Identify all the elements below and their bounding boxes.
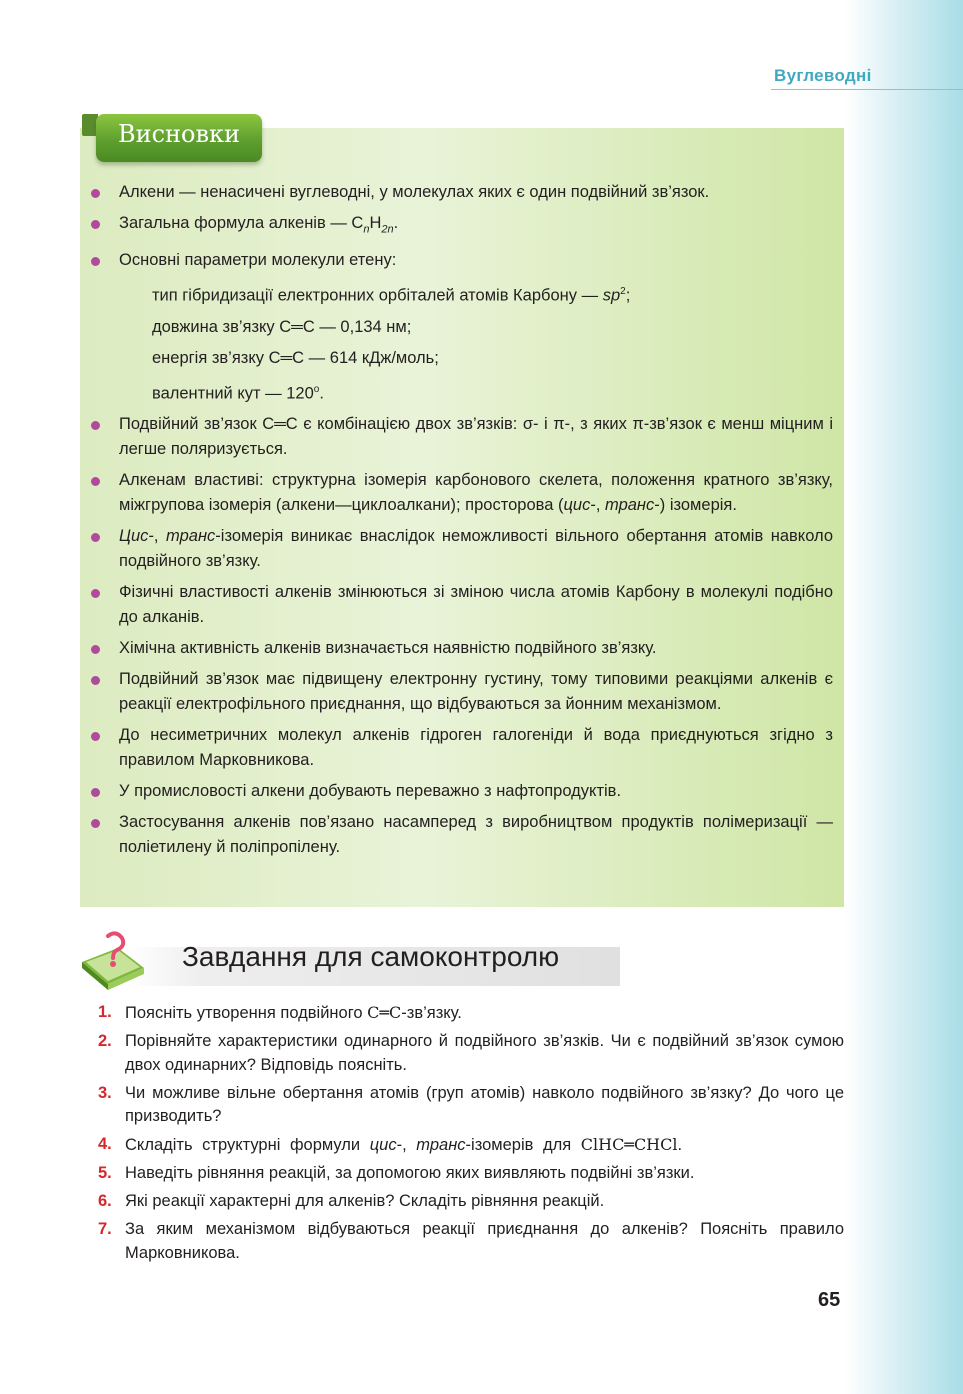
bullet-icon — [91, 220, 100, 229]
task-item: 3. Чи можливе вільне обертання атомів (груп атомів) навколо подвійного зв’язку? До чого це призводить? — [98, 1083, 844, 1125]
bullet-icon — [91, 189, 100, 198]
task-number: 4. — [98, 1135, 112, 1153]
summary-title: Висновки — [117, 120, 241, 148]
task-number: 6. — [98, 1192, 112, 1210]
summary-item: Подвійний зв’язок має підвищену електронну густину, тому типовими реакціями алкенів є реакції електрофільного приєднання, що відбуваються за йонним механізмом. — [88, 667, 833, 717]
summary-item: Цис-, транс-ізомерія виникає внаслідок неможливості вільного обертання атомів навколо подвійного зв’язку. — [88, 524, 833, 574]
parameter-line: енергія зв’язку C═C — 614 кДж/моль; — [152, 348, 439, 367]
task-item: 1. Поясніть утворення подвійного C═C-зв’язку. — [98, 1001, 844, 1026]
summary-item: Застосування алкенів пов’язано насамперед з виробництвом продуктів полімеризації — поліетилену й поліпропілену. — [88, 810, 833, 860]
tasks-list — [98, 1001, 844, 1270]
summary-list — [88, 180, 833, 866]
bullet-icon — [91, 732, 100, 741]
task-number: 2. — [98, 1032, 112, 1050]
parameter-line: валентний кут — 120$^o$. — [152, 383, 324, 403]
summary-item: Загальна формула алкенів — $C_nH_{2n}$. — [88, 211, 833, 242]
task-number: 5. — [98, 1164, 112, 1182]
bullet-icon — [91, 257, 100, 266]
task-number: 7. — [98, 1220, 112, 1238]
task-item: 6. Які реакції характерні для алкенів? Складіть рівняння реакцій. — [98, 1190, 844, 1214]
parameter-line: довжина зв’язку C═C — 0,134 нм; — [152, 317, 412, 336]
bullet-icon — [91, 589, 100, 598]
bullet-icon — [91, 676, 100, 685]
bullet-icon — [91, 645, 100, 654]
task-item: 5. Наведіть рівняння реакцій, за допомогою яких виявляють подвійні зв’язки. — [98, 1162, 844, 1186]
summary-item: Алкени — ненасичені вуглеводні, у молекулах яких є один подвійний зв’язок. — [88, 180, 833, 205]
bullet-icon — [91, 819, 100, 828]
bullet-icon — [91, 788, 100, 797]
summary-item: Фізичні властивості алкенів змінюються зі зміною числа атомів Карбону в молекулі подібно до алканів. — [88, 580, 833, 630]
running-head-rule — [771, 89, 963, 90]
tasks-title: Завдання для самоконтролю — [182, 941, 560, 972]
task-number: 3. — [98, 1083, 112, 1102]
parameter-line: тип гібридизації електронних орбіталей атомів Карбону — $sp^2$; — [152, 286, 631, 305]
summary-item: Хімічна активність алкенів визначається наявністю подвійного зв’язку. — [88, 636, 833, 661]
summary-item: До несиметричних молекул алкенів гідроген галогеніди й вода приєднуються згідно з правилом Марковникова. — [88, 723, 833, 773]
bullet-icon — [91, 421, 100, 430]
bullet-icon — [91, 533, 100, 542]
side-decoration-stripe — [845, 0, 963, 1394]
task-item: 7. За яким механізмом відбуваються реакції приєднання до алкенів? Поясніть правило Марковникова. — [98, 1220, 844, 1262]
running-head: Вуглеводні — [774, 66, 872, 85]
task-item: 4. Складіть структурні формули цис-, транс-ізомерів для ClHC═CHCl. — [98, 1133, 844, 1158]
summary-ribbon — [96, 114, 262, 162]
task-number: 1. — [98, 1003, 112, 1021]
summary-item: Основні параметри молекули етену: — [88, 248, 833, 273]
bullet-icon — [91, 477, 100, 486]
summary-item: Подвійний зв’язок C═C є комбінацією двох зв’язків: σ- і π-, з яких π-зв’язок є менш міцним і легше поляризується. — [88, 412, 833, 462]
task-item: 2. Порівняйте характеристики одинарного й подвійного зв’язків. Чи є подвійний зв’язок сумою двох одинарних? Відповідь поясніть. — [98, 1032, 844, 1074]
page-number: 65 — [818, 1289, 841, 1311]
summary-item: У промисловості алкени добувають переважно з нафтопродуктів. — [88, 779, 833, 804]
book-question-icon — [78, 928, 148, 992]
summary-item: Алкенам властиві: структурна ізомерія карбонового скелета, положення кратного зв’язку, міжгрупова ізомерія (алкени—циклоалкани); просторова (цис-, транс-) ізомерія. — [88, 468, 833, 518]
